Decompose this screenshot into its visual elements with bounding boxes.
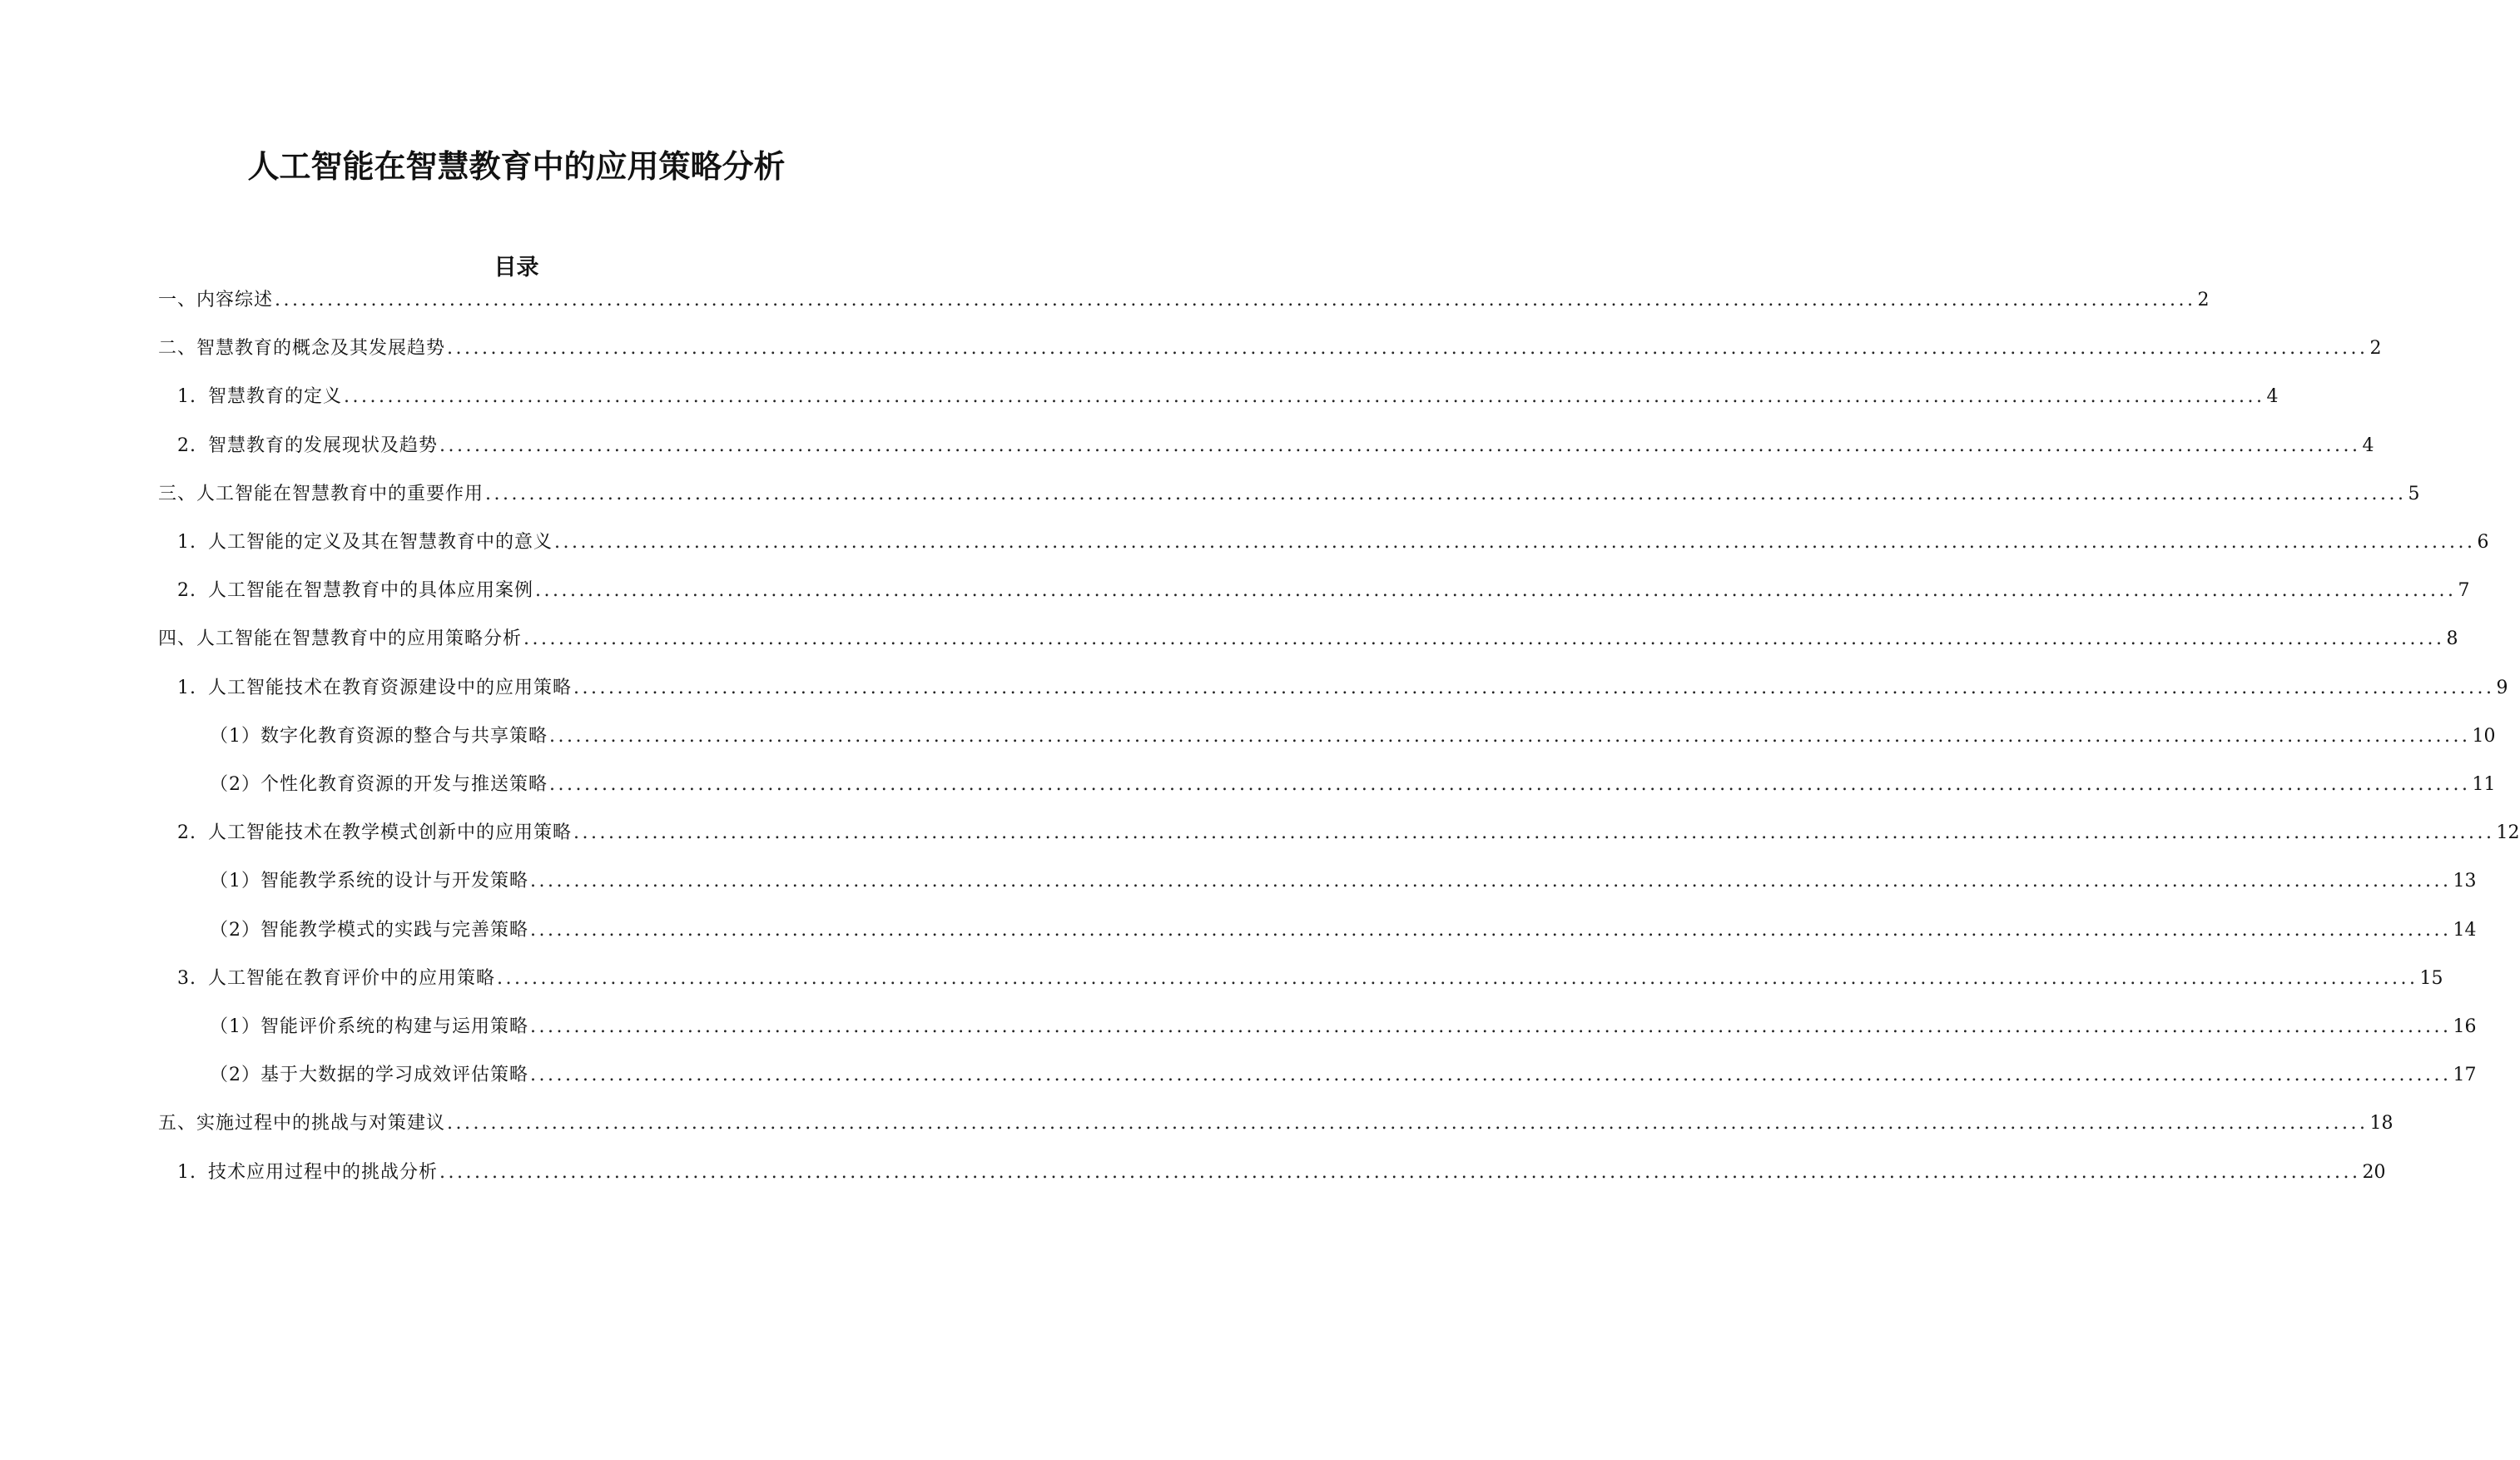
toc-dot-leader: ............................................................................................................................................................................................................................ xyxy=(573,822,2495,843)
toc-entry[interactable] xyxy=(177,432,2374,460)
toc-entry-text xyxy=(177,1159,438,1187)
toc-dot-leader: ............................................................................................................................................................................................................................ xyxy=(447,1113,2369,1134)
toc-dot-leader: ............................................................................................................................................................................................................................ xyxy=(530,1016,2452,1037)
toc-entry[interactable] xyxy=(177,529,2489,557)
toc-entry-number: 1. xyxy=(177,1162,196,1183)
toc-dot-leader: ............................................................................................................................................................................................................................ xyxy=(554,532,2476,553)
toc-entry-label: （1）数字化教育资源的整合与共享策略 xyxy=(210,726,548,747)
toc-entry[interactable] xyxy=(177,577,2470,605)
toc-entry-text xyxy=(177,577,533,605)
toc-entry[interactable] xyxy=(210,916,2477,945)
toc-entry-text xyxy=(177,819,572,847)
toc-entry-text xyxy=(210,1061,528,1090)
toc-entry-number: 1. xyxy=(177,678,196,698)
toc-dot-leader: ............................................................................................................................................................................................................................ xyxy=(344,386,2265,407)
toc-entry-number: 3. xyxy=(177,968,196,989)
toc-page-number: 7 xyxy=(2458,580,2470,601)
toc-dot-leader: ............................................................................................................................................................................................................................ xyxy=(439,1162,2361,1183)
toc-page-number: 15 xyxy=(2419,968,2443,989)
toc-entry-text xyxy=(210,1013,528,1041)
toc-dot-leader: ............................................................................................................................................................................................................................ xyxy=(497,968,2418,989)
toc-page-number: 5 xyxy=(2408,484,2420,504)
toc-entry-text xyxy=(158,286,273,315)
toc-page-number: 12 xyxy=(2496,822,2520,843)
toc-page-number: 4 xyxy=(2266,386,2279,407)
toc-page-number: 16 xyxy=(2453,1016,2477,1037)
toc-entry-label: 技术应用过程中的挑战分析 xyxy=(208,1162,439,1183)
toc-entry[interactable] xyxy=(158,286,2210,315)
toc-entry-text xyxy=(177,383,342,411)
toc-entry-label: 三、人工智能在智慧教育中的重要作用 xyxy=(158,484,484,504)
toc-entry-label: 人工智能技术在教育资源建设中的应用策略 xyxy=(208,678,573,698)
toc-page-number: 10 xyxy=(2472,726,2496,747)
toc-page-number: 2 xyxy=(2369,338,2382,359)
toc-entry[interactable] xyxy=(177,1159,2386,1187)
toc-page-number: 14 xyxy=(2453,920,2477,941)
toc-entry-number: 1. xyxy=(177,532,196,553)
toc-page-number: 20 xyxy=(2362,1162,2386,1183)
toc-entry-label: 人工智能的定义及其在智慧教育中的意义 xyxy=(208,532,553,553)
toc-page-number: 9 xyxy=(2496,678,2508,698)
toc-entry[interactable] xyxy=(158,625,2458,653)
toc-entry-label: 智慧教育的发展现状及趋势 xyxy=(208,435,439,456)
toc-entry-label: 一、内容综述 xyxy=(158,290,274,310)
toc-dot-leader: ............................................................................................................................................................................................................................ xyxy=(549,774,2471,795)
toc-dot-leader: ............................................................................................................................................................................................................................ xyxy=(549,726,2471,747)
toc-entry-label: 人工智能在教育评价中的应用策略 xyxy=(208,968,496,989)
toc-page-number: 13 xyxy=(2453,871,2477,891)
toc-entry-text xyxy=(177,674,572,703)
toc-entry[interactable] xyxy=(158,480,2420,509)
toc-entry[interactable] xyxy=(158,1110,2394,1138)
toc-entry[interactable] xyxy=(177,965,2443,993)
toc-entry-text xyxy=(158,480,484,509)
toc-entry[interactable] xyxy=(177,819,2520,847)
toc-entry-text xyxy=(210,771,548,799)
toc-entry-label: 人工智能在智慧教育中的具体应用案例 xyxy=(208,580,534,601)
toc-entry-label: （1）智能评价系统的构建与运用策略 xyxy=(210,1016,528,1037)
toc-page-number: 4 xyxy=(2362,435,2374,456)
toc-entry-text xyxy=(158,1110,445,1138)
toc-heading: 目录 xyxy=(494,255,539,281)
toc-entry-number: 2. xyxy=(177,822,196,843)
toc-entry-text xyxy=(210,916,528,945)
toc-dot-leader: ............................................................................................................................................................................................................................ xyxy=(535,580,2457,601)
toc-page-number: 11 xyxy=(2472,774,2496,795)
toc-entry-text xyxy=(177,965,495,993)
toc-entry[interactable] xyxy=(210,771,2496,799)
toc-page-number: 8 xyxy=(2446,628,2458,649)
toc-entry-number: 2. xyxy=(177,580,196,601)
toc-entry-label: （2）智能教学模式的实践与完善策略 xyxy=(210,920,528,941)
toc-entry[interactable] xyxy=(210,723,2496,751)
toc-dot-leader: ............................................................................................................................................................................................................................ xyxy=(447,338,2369,359)
toc-page-number: 6 xyxy=(2477,532,2489,553)
toc-entry-label: 四、人工智能在智慧教育中的应用策略分析 xyxy=(158,628,523,649)
toc-page-number: 17 xyxy=(2453,1065,2477,1085)
toc-entry-label: 智慧教育的定义 xyxy=(208,386,343,407)
toc-entry[interactable] xyxy=(177,383,2279,411)
toc-entry-label: 人工智能技术在教学模式创新中的应用策略 xyxy=(208,822,573,843)
toc-dot-leader: ............................................................................................................................................................................................................................ xyxy=(439,435,2361,456)
toc-entry-text xyxy=(177,432,438,460)
toc-entry[interactable] xyxy=(210,867,2477,896)
toc-entry-label: （2）个性化教育资源的开发与推送策略 xyxy=(210,774,548,795)
toc-dot-leader: ............................................................................................................................................................................................................................ xyxy=(275,290,2196,310)
toc-page-number: 2 xyxy=(2197,290,2210,310)
toc-entry-text xyxy=(210,723,548,751)
toc-entry[interactable] xyxy=(210,1013,2477,1041)
toc-entry-text xyxy=(210,867,528,896)
toc-entry[interactable] xyxy=(210,1061,2477,1090)
toc-entry-label: 五、实施过程中的挑战与对策建议 xyxy=(158,1113,446,1134)
toc-dot-leader: ............................................................................................................................................................................................................................ xyxy=(530,871,2452,891)
toc-entry-number: 2. xyxy=(177,435,196,456)
toc-dot-leader: ............................................................................................................................................................................................................................ xyxy=(485,484,2407,504)
toc-dot-leader: ............................................................................................................................................................................................................................ xyxy=(523,628,2445,649)
toc-dot-leader: ............................................................................................................................................................................................................................ xyxy=(573,678,2495,698)
toc-entry-number: 1. xyxy=(177,386,196,407)
document-title: 人工智能在智慧教育中的应用策略分析 xyxy=(247,147,786,186)
toc-entry-text xyxy=(158,335,445,363)
toc-entry-label: （1）智能教学系统的设计与开发策略 xyxy=(210,871,528,891)
toc-dot-leader: ............................................................................................................................................................................................................................ xyxy=(530,1065,2452,1085)
toc-entry-label: （2）基于大数据的学习成效评估策略 xyxy=(210,1065,528,1085)
toc-entry[interactable] xyxy=(177,674,2508,703)
toc-entry-label: 二、智慧教育的概念及其发展趋势 xyxy=(158,338,446,359)
toc-entry-text xyxy=(158,625,522,653)
toc-page-number: 18 xyxy=(2369,1113,2394,1134)
toc-entry[interactable] xyxy=(158,335,2382,363)
toc-dot-leader: ............................................................................................................................................................................................................................ xyxy=(530,920,2452,941)
toc-entry-text xyxy=(177,529,553,557)
